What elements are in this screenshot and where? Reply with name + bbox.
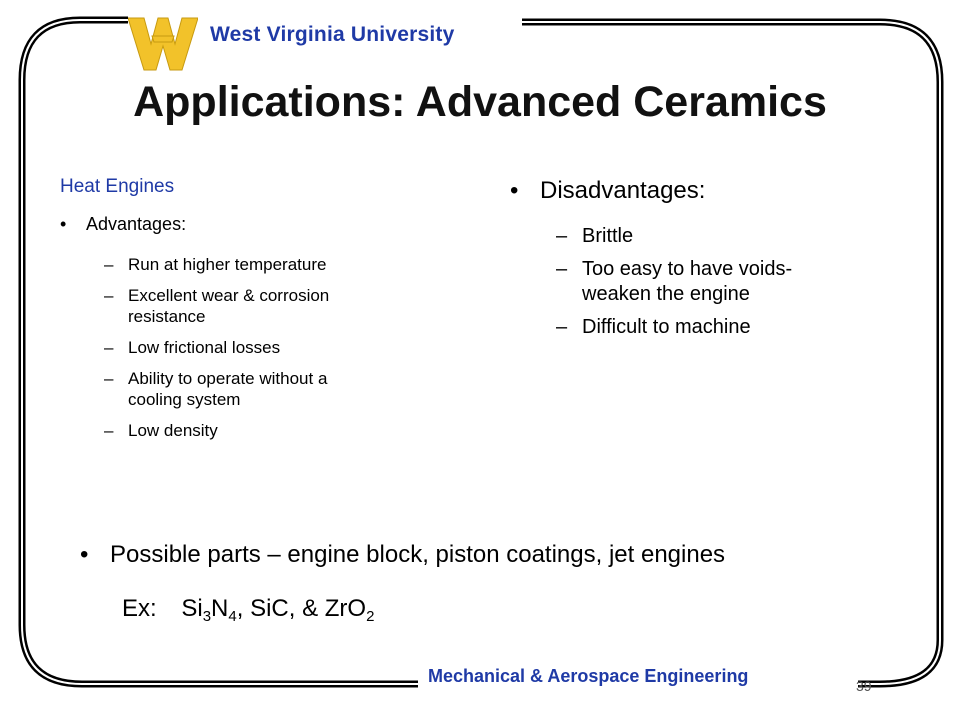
dash-marker: – bbox=[104, 255, 114, 274]
disadvantage-item-text: Difficult to machine bbox=[582, 316, 751, 338]
advantage-item-text: Low frictional losses bbox=[128, 338, 281, 357]
advantages-label: Advantages: bbox=[86, 214, 187, 234]
bullet-dot: • bbox=[60, 214, 67, 234]
dash-marker: – bbox=[556, 258, 568, 280]
example-label: Ex: bbox=[122, 595, 157, 622]
dash-marker: – bbox=[104, 338, 114, 357]
advantage-item-text: Low density bbox=[128, 421, 218, 440]
advantage-item-text: Excellent wear & corrosion bbox=[128, 286, 330, 305]
example-line bbox=[122, 595, 374, 623]
advantage-item-text: Run at higher temperature bbox=[128, 255, 327, 274]
page-number: 39 bbox=[856, 678, 872, 694]
wv-logo bbox=[128, 14, 198, 74]
formula-si: Si bbox=[181, 595, 203, 622]
advantage-item-text: Ability to operate without a bbox=[128, 369, 328, 388]
formula-n: N bbox=[211, 595, 229, 622]
dash-marker: – bbox=[556, 316, 568, 338]
bullet-dot: • bbox=[510, 177, 519, 204]
disadvantage-item-text: Brittle bbox=[582, 225, 634, 247]
university-name: West Virginia University bbox=[210, 23, 455, 46]
formula-si-sub: 3 bbox=[202, 608, 212, 625]
advantage-item-text: cooling system bbox=[128, 390, 241, 409]
bullet-dot: • bbox=[80, 541, 89, 568]
dash-marker: – bbox=[104, 286, 114, 305]
advantage-item-text: resistance bbox=[128, 307, 206, 326]
disadvantages-label: Disadvantages: bbox=[540, 177, 706, 204]
possible-parts-text: Possible parts – engine block, piston coatings, jet engines bbox=[110, 541, 726, 568]
formula-n-sub: 4 bbox=[228, 608, 237, 625]
heat-engines-heading: Heat Engines bbox=[60, 176, 175, 197]
formula-rest: , SiC, & ZrO bbox=[236, 595, 367, 622]
slide-title: Applications: Advanced Ceramics bbox=[133, 78, 827, 126]
disadvantage-item-text: weaken the engine bbox=[582, 283, 750, 305]
disadvantage-item-text: Too easy to have voids- bbox=[582, 258, 793, 280]
formula-zr-sub: 2 bbox=[366, 608, 375, 625]
formula bbox=[181, 595, 375, 625]
dash-marker: – bbox=[104, 421, 114, 440]
dash-marker: – bbox=[104, 369, 114, 388]
department-name: Mechanical & Aerospace Engineering bbox=[428, 666, 749, 686]
dash-marker: – bbox=[556, 225, 568, 247]
